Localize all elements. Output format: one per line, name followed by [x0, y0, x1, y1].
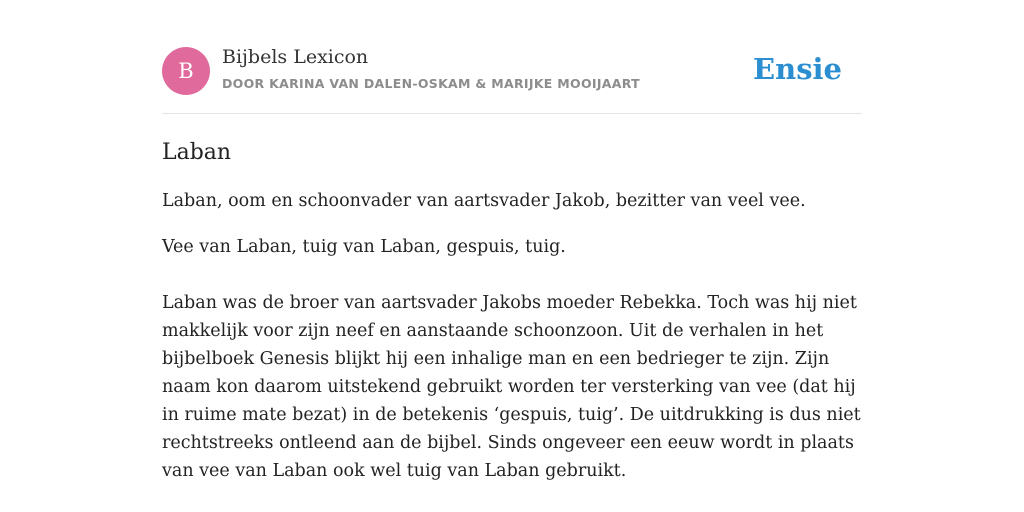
book-authors: DOOR KARINA VAN DALEN-OSKAM & MARIJKE MOOIJAART: [222, 76, 640, 91]
entry-content: [162, 137, 862, 485]
entry-definition: Laban, oom en schoonvader van aartsvader Jakob, bezitter van veel vee.: [162, 191, 806, 211]
header: [162, 46, 862, 96]
entry-example: Vee van Laban, tuig van Laban, gespuis, tuig.: [162, 237, 566, 257]
book-title[interactable]: Bijbels Lexicon: [222, 46, 369, 68]
entry-title: Laban: [162, 140, 232, 165]
entry-explanation: Laban was de broer van aartsvader Jakobs moeder Rebekka. Toch was hij niet makkelijk voor zijn neef en aanstaande schoonzoon. Uit de verhalen in het bijbelboek Genesis blijkt hij een inhalige man en een bedrieger te zijn. Zijn naam kon daarom uitstekend gebruikt worden ter versterking van vee (dat hij in ruime mate bezat) in de betekenis ‘gespuis, tuig’. De uitdrukking is dus niet rechtstreeks ontleend aan de bijbel. Sinds ongeveer een eeuw wordt in plaats van vee van Laban ook wel tuig van Laban gebruikt.: [162, 293, 861, 481]
brand-logo[interactable]: Ensie: [753, 52, 842, 86]
avatar[interactable]: B: [162, 47, 210, 95]
divider: [162, 113, 862, 114]
